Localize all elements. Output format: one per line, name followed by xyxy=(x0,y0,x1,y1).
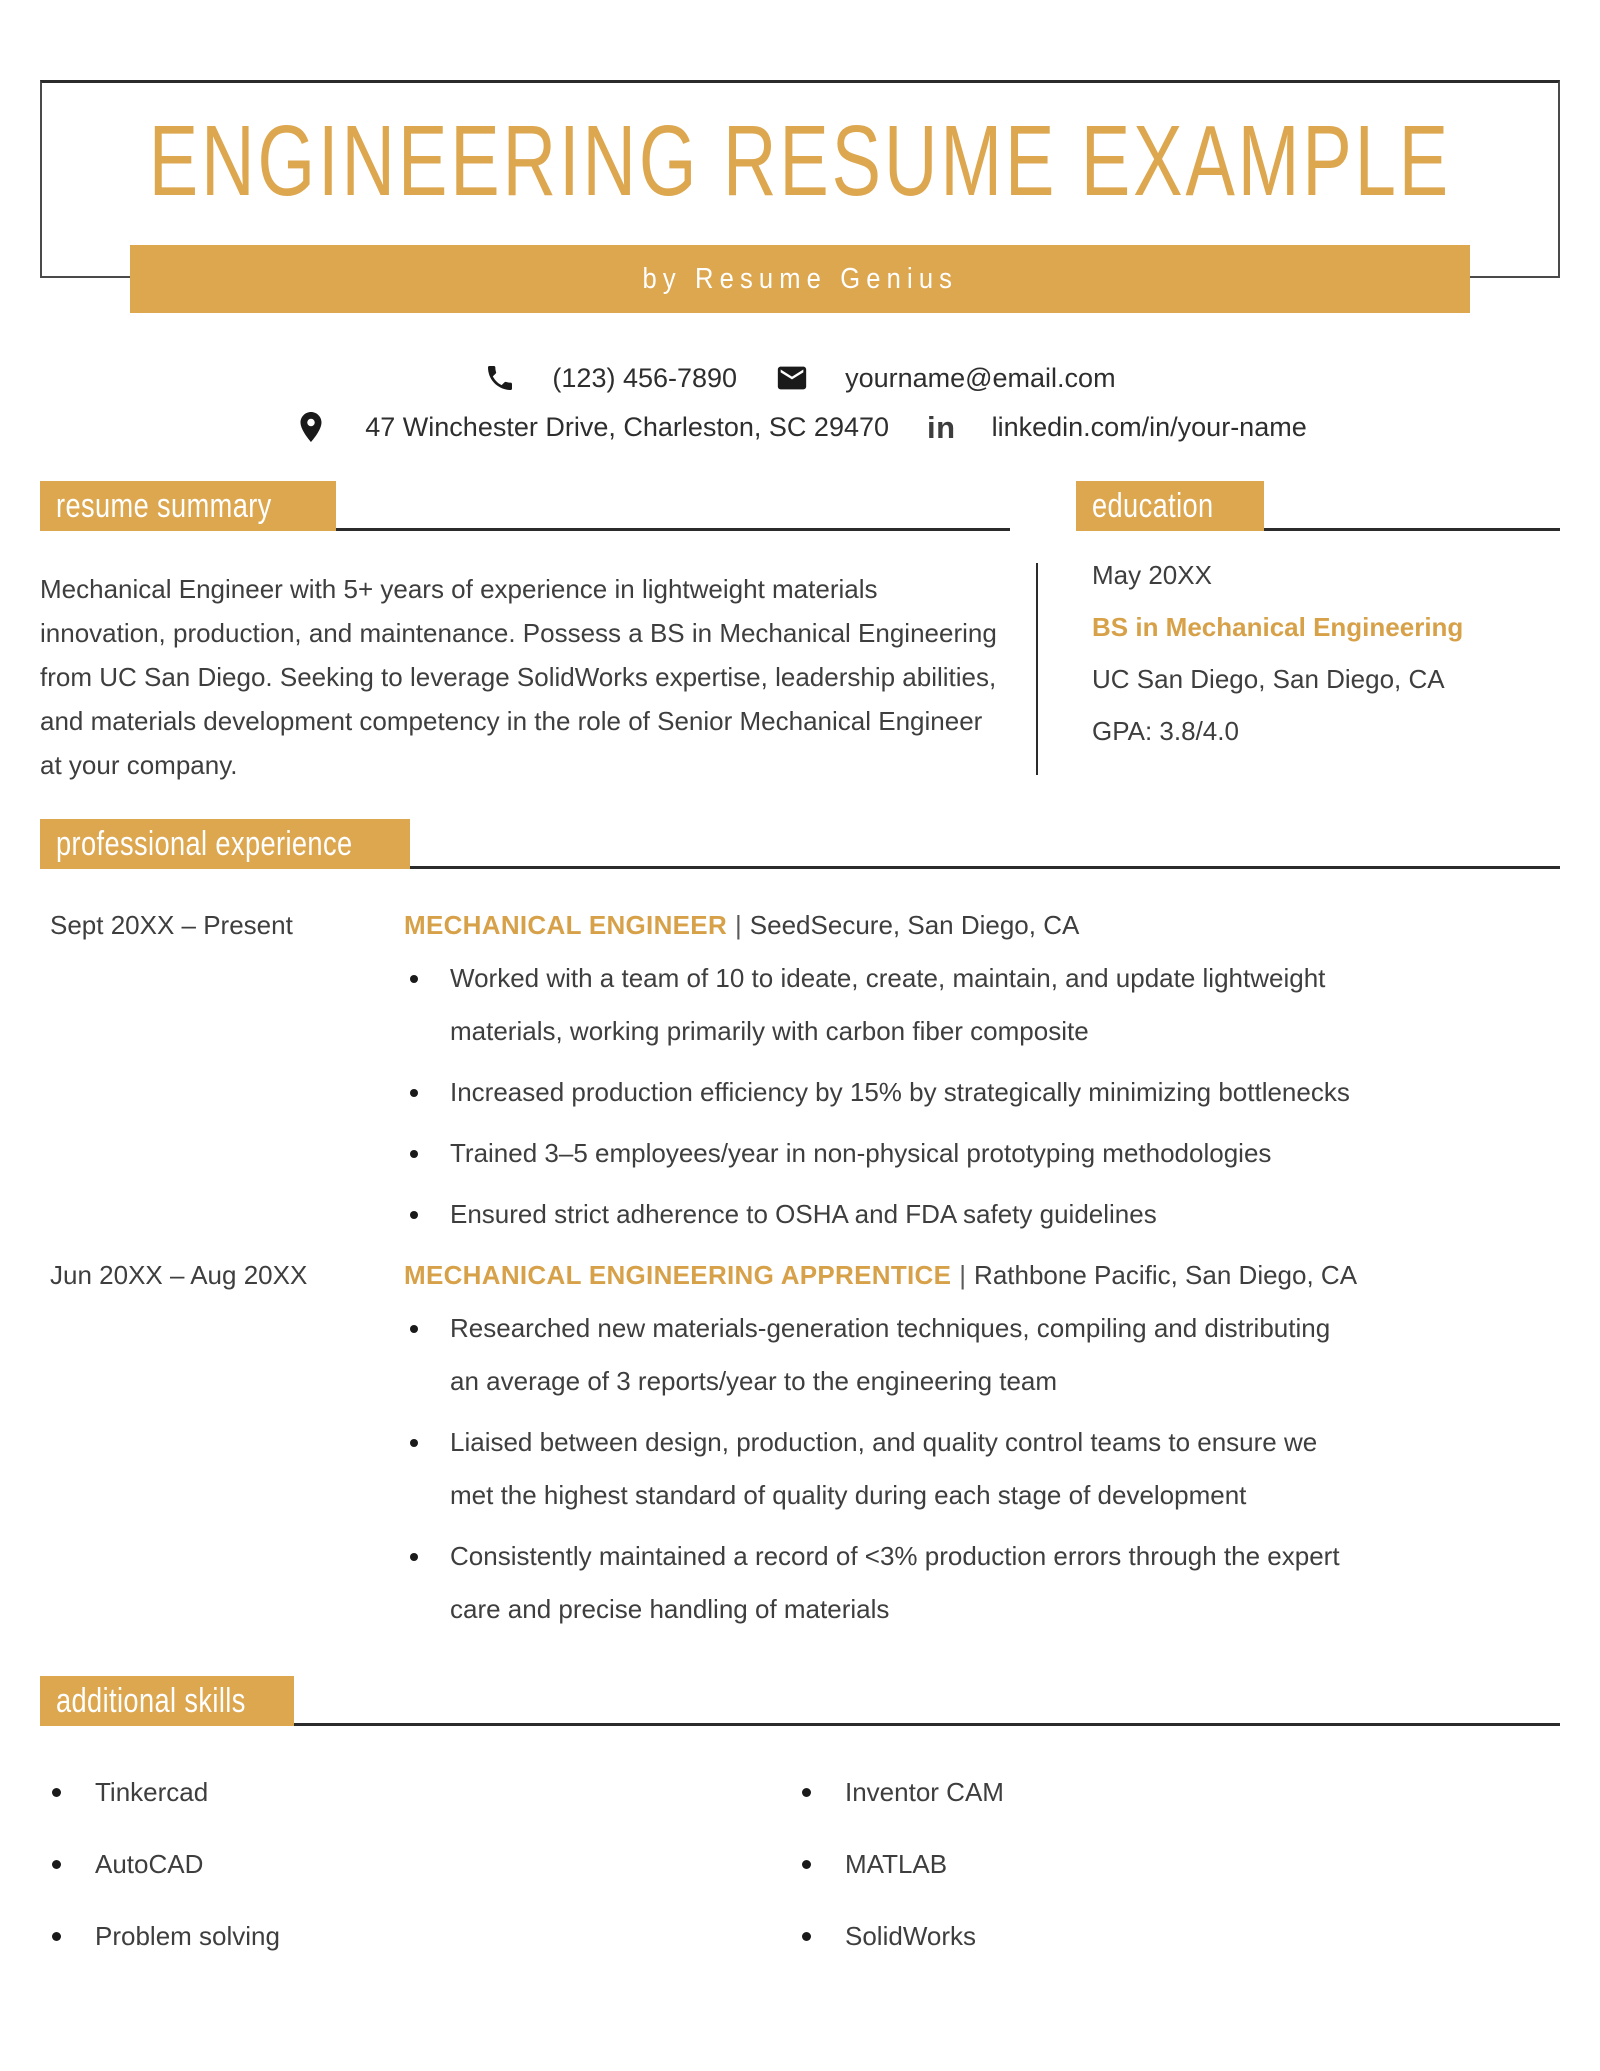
contact-info xyxy=(0,361,1600,445)
job-bullets xyxy=(404,952,1560,1241)
contact-row-1 xyxy=(484,361,1115,395)
education-head-rule xyxy=(1264,528,1560,531)
phone-icon xyxy=(484,362,516,394)
job-bullets xyxy=(404,1302,1560,1636)
job-title: MECHANICAL ENGINEER xyxy=(404,910,728,940)
contact-row-2 xyxy=(293,409,1306,445)
job-title-separator: | xyxy=(959,1260,967,1290)
bullet-item: Consistently maintained a record of <3% production errors through the expert care and precise handling of materials xyxy=(404,1530,1354,1636)
experience-section-head xyxy=(40,819,1560,869)
job-title-line xyxy=(404,1249,1560,1302)
job-entry xyxy=(40,1249,1560,1644)
skills-right-column xyxy=(790,1778,1560,1994)
experience-section xyxy=(40,819,1560,1644)
bullet-item: Ensured strict adherence to OSHA and FDA safety guidelines xyxy=(404,1188,1354,1241)
summary-education-columns xyxy=(40,481,1560,787)
byline-banner xyxy=(130,245,1470,313)
skills-columns xyxy=(40,1778,1560,1994)
education-gpa: GPA: 3.8/4.0 xyxy=(1092,716,1239,746)
skill-item: SolidWorks xyxy=(790,1922,1560,1950)
address-item xyxy=(293,409,889,445)
job-dates: Sept 20XX – Present xyxy=(50,910,293,940)
skills-section xyxy=(40,1676,1560,1994)
job-title: MECHANICAL ENGINEERING APPRENTICE xyxy=(404,1260,952,1290)
bullet-item: Liaised between design, production, and quality control teams to ensure we met the highest standard of quality during each stage of development xyxy=(404,1416,1354,1522)
job-title-separator: | xyxy=(735,910,742,940)
summary-column xyxy=(40,481,1010,787)
summary-head-rule xyxy=(336,528,1010,531)
section-heading-additional-skills xyxy=(40,1676,294,1726)
map-pin-icon xyxy=(293,409,329,445)
education-section-head xyxy=(1076,481,1560,531)
job-company: SeedSecure, San Diego, CA xyxy=(749,910,1080,940)
bullet-item: Worked with a team of 10 to ideate, create, maintain, and update lightweight materials, working primarily with carbon fiber composite xyxy=(404,952,1354,1058)
education-degree: BS in Mechanical Engineering xyxy=(1092,612,1464,642)
skill-item: Tinkercad xyxy=(40,1778,790,1806)
phone-number: (123) 456-7890 xyxy=(552,362,738,393)
job-title-line xyxy=(404,899,1560,952)
experience-heading-label: professional experience xyxy=(56,825,353,863)
bullet-item: Trained 3–5 employees/year in non-physical prototyping methodologies xyxy=(404,1127,1354,1180)
postal-address: 47 Winchester Drive, Charleston, SC 29470 xyxy=(365,411,890,442)
summary-heading-label: resume summary xyxy=(56,487,272,525)
skills-head-rule xyxy=(294,1723,1560,1726)
email-address: yourname@email.com xyxy=(845,362,1116,393)
summary-section-head xyxy=(40,481,1010,531)
bullet-item: Increased production efficiency by 15% by strategically minimizing bottlenecks xyxy=(404,1066,1354,1119)
section-heading-education xyxy=(1076,481,1264,531)
job-body xyxy=(404,899,1560,1249)
section-heading-professional-experience xyxy=(40,819,410,869)
job-entry xyxy=(40,899,1560,1249)
header xyxy=(40,80,1560,313)
education-column xyxy=(1076,481,1560,787)
page-title: ENGINEERING RESUME EXAMPLE xyxy=(148,104,1452,217)
education-heading-label: education xyxy=(1092,487,1214,525)
linkedin-icon: in xyxy=(927,409,956,445)
education-details xyxy=(1076,561,1560,745)
envelope-icon xyxy=(775,361,809,395)
job-company: Rathbone Pacific, San Diego, CA xyxy=(974,1260,1358,1290)
phone-item xyxy=(484,362,737,394)
skills-left-column xyxy=(40,1778,790,1994)
skills-heading-label: additional skills xyxy=(56,1682,246,1720)
skill-item: MATLAB xyxy=(790,1850,1560,1878)
section-heading-resume-summary xyxy=(40,481,336,531)
job-dates: Jun 20XX – Aug 20XX xyxy=(50,1260,308,1290)
skill-item: Inventor CAM xyxy=(790,1778,1560,1806)
bullet-item: Researched new materials-generation techniques, compiling and distributing an average of 3 reports/year to the engineering team xyxy=(404,1302,1354,1408)
linkedin-url: linkedin.com/in/your-name xyxy=(991,411,1307,442)
experience-head-rule xyxy=(410,866,1560,869)
education-date: May 20XX xyxy=(1092,560,1212,590)
vertical-divider-line xyxy=(1036,563,1076,775)
skill-item: AutoCAD xyxy=(40,1850,790,1878)
job-body xyxy=(404,1249,1560,1644)
education-school: UC San Diego, San Diego, CA xyxy=(1092,664,1445,694)
job-list xyxy=(40,899,1560,1644)
skills-section-head xyxy=(40,1676,1560,1726)
byline-text: by Resume Genius xyxy=(642,262,958,295)
column-divider xyxy=(1010,481,1076,787)
email-item xyxy=(775,361,1116,395)
summary-text: Mechanical Engineer with 5+ years of experience in lightweight materials innovation, production, and maintenance. Possess a BS in Mechanical Engineering from UC San Diego. Seeking to leverage SolidWorks expertise, leadership abilities, and materials development competency in the role of Senior Mechanical Engineer at your company. xyxy=(40,574,997,780)
linkedin-item xyxy=(927,409,1307,445)
skill-item: Problem solving xyxy=(40,1922,790,1950)
